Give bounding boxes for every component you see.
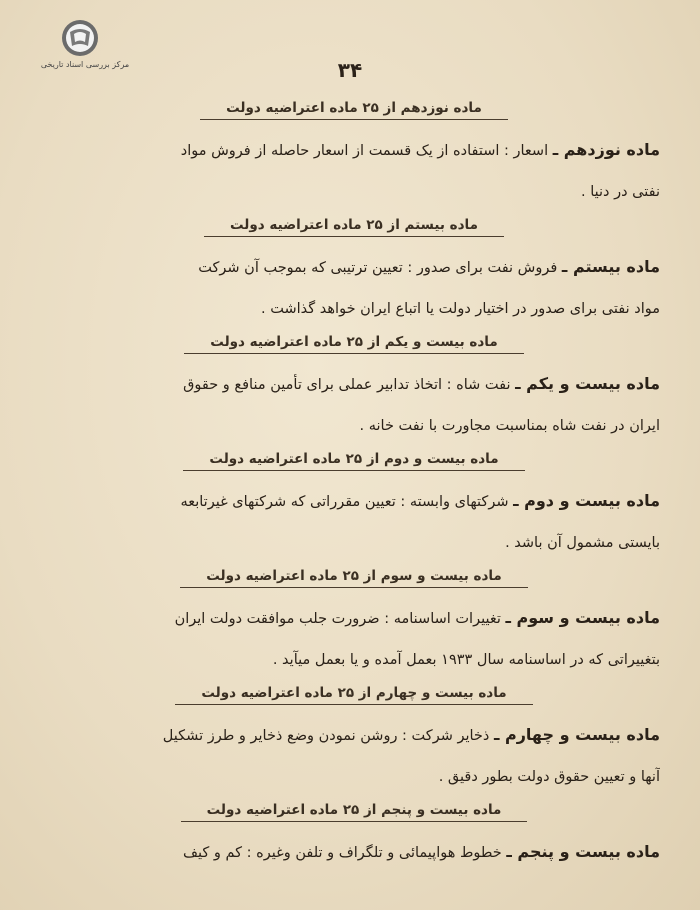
article-line [48, 129, 660, 172]
article-line: مواد نفتی برای صدور در اختیار دولت یا اتباع ایران خواهد گذاشت . [261, 301, 660, 317]
article-lead: ماده بیست و سوم ـ [505, 608, 660, 627]
article-line [48, 246, 660, 289]
article-line: نفتی در دنیا . [580, 184, 660, 200]
article-text [48, 714, 660, 798]
article-lead: ماده بیست و پنجم ـ [506, 842, 660, 861]
article-lead: ماده بیستم ـ [561, 257, 660, 276]
article-line [48, 480, 660, 523]
document-body [48, 96, 660, 877]
article-line [48, 714, 660, 757]
article-line: ایران در نفت شاه بمناسبت مجاورت با نفت خانه . [359, 418, 660, 434]
article-body-text: ذخایر شرکت : روشن نمودن وضع ذخایر و طرز تشکیل [162, 728, 494, 744]
article-text [48, 363, 660, 447]
article-line: آنها و تعیین حقوق دولت بطور دقیق . [438, 769, 660, 785]
article-text [48, 480, 660, 564]
article-line [48, 363, 660, 406]
article-text [48, 597, 660, 681]
article-body-text: نفت شاه : اتخاذ تدابیر عملی برای تأمین منافع و حقوق [183, 377, 516, 393]
article-body-text: فروش نفت برای صدور : تعیین ترتیبی که بموجب آن شرکت [198, 260, 562, 276]
article-lead: ماده بیست و دوم ـ [513, 491, 660, 510]
article-section [48, 568, 660, 681]
article-section [48, 334, 660, 447]
article-line [48, 831, 660, 874]
article-text [48, 246, 660, 330]
article-heading: ماده بیست و دوم از ۲۵ ماده اعتراضیه دولت [183, 451, 524, 471]
article-lead: ماده بیست و یکم ـ [515, 374, 660, 393]
article-lead: ماده نوزدهم ـ [552, 140, 660, 159]
article-heading: ماده بیست و پنجم از ۲۵ ماده اعتراضیه دولت [181, 802, 528, 822]
archive-logo-text: مرکز بررسی اسناد تاریخی [40, 60, 130, 69]
article-body-text: شرکتهای وابسته : تعیین مقرراتی که شرکتهای غیرتابعه [180, 494, 514, 510]
page-number: ۳۴ [337, 58, 363, 82]
article-line: بایستی مشمول آن باشد . [505, 535, 660, 551]
article-body-text: اسعار : استفاده از یک قسمت از اسعار حاصله از فروش مواد [180, 143, 553, 159]
article-section [48, 685, 660, 798]
article-body-text: تغییرات اساسنامه : ضرورت جلب موافقت دولت ایران [174, 611, 506, 627]
archive-emblem-icon [60, 18, 100, 58]
article-heading: ماده بیست و یکم از ۲۵ ماده اعتراضیه دولت [184, 334, 523, 354]
article-heading: ماده بیست و چهارم از ۲۵ ماده اعتراضیه دولت [175, 685, 532, 705]
article-heading: ماده نوزدهم از ۲۵ ماده اعتراضیه دولت [200, 100, 508, 120]
article-line: بتغییراتی که در اساسنامه سال ۱۹۳۳ بعمل آمده و یا بعمل میآید . [272, 652, 660, 668]
article-heading: ماده بیستم از ۲۵ ماده اعتراضیه دولت [204, 217, 504, 237]
article-section [48, 217, 660, 330]
article-body-text: خطوط هواپیمائی و تلگراف و تلفن وغیره : کم و کیف [182, 845, 507, 861]
article-heading: ماده بیست و سوم از ۲۵ ماده اعتراضیه دولت [180, 568, 528, 588]
article-section [48, 451, 660, 564]
article-text [48, 831, 660, 874]
article-section [48, 802, 660, 874]
article-text [48, 129, 660, 213]
article-line [48, 597, 660, 640]
article-lead: ماده بیست و چهارم ـ [493, 725, 660, 744]
article-section [48, 100, 660, 213]
